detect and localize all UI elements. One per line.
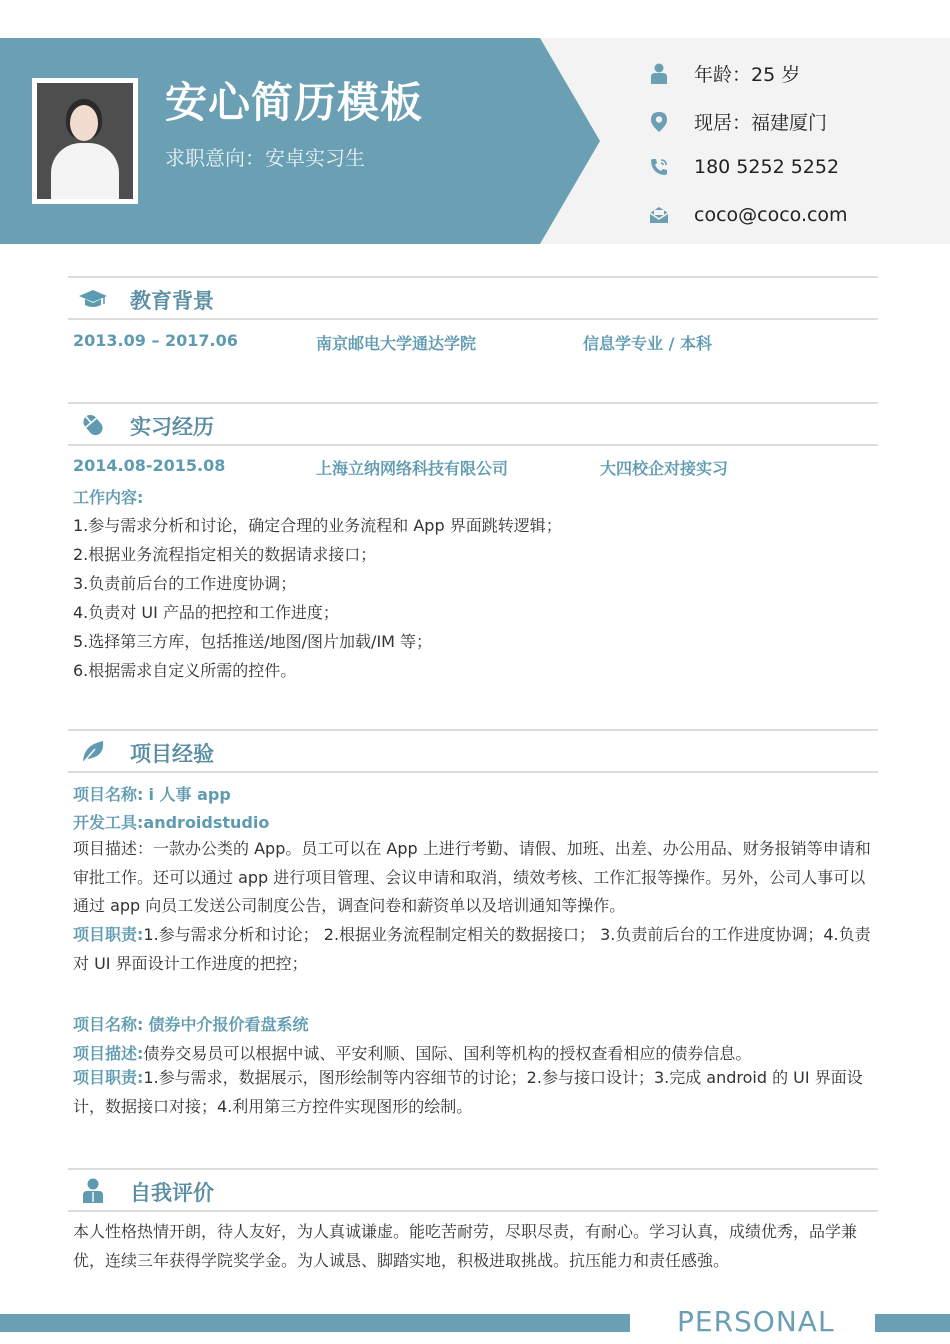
info-location: 现居：福建厦门 — [648, 108, 827, 135]
footer-bar-left — [0, 1314, 630, 1332]
info-email: coco@coco.com — [648, 204, 848, 226]
footer-label: PERSONAL — [677, 1305, 835, 1338]
list-item: 6.根据需求自定义所需的控件。 — [73, 661, 297, 680]
education-period: 2013.09 – 2017.06 — [73, 331, 238, 350]
section-projects-header: 项目经验 — [68, 729, 878, 773]
list-item: 1.参与需求分析和讨论，确定合理的业务流程和 App 界面跳转逻辑； — [73, 516, 562, 535]
list-item: 3.负责前后台的工作进度协调； — [73, 574, 297, 593]
location-icon — [648, 111, 670, 133]
list-item: 2.根据业务流程指定相关的数据请求接口； — [73, 545, 377, 564]
internship-role: 大四校企对接实习 — [600, 459, 729, 478]
education-major: 信息学专业 / 本科 — [583, 334, 712, 353]
mouse-icon — [78, 412, 108, 438]
user-icon — [78, 1178, 108, 1204]
list-item: 5.选择第三方库，包括推送/地图/图片加载/IM 等； — [73, 632, 433, 651]
phone-icon — [648, 156, 670, 178]
mail-icon — [648, 204, 670, 226]
project2-name-row: 项目名称: 债券中介报价看盘系统 — [73, 1015, 309, 1034]
info-age: 年龄：25 岁 — [648, 60, 800, 87]
education-school: 南京邮电大学通达学院 — [316, 334, 477, 353]
footer-bar-right — [875, 1314, 950, 1332]
internship-period: 2014.08-2015.08 — [73, 456, 226, 475]
resume-name: 安心简历模板 — [165, 78, 424, 127]
list-item: 4.负责对 UI 产品的把控和工作进度； — [73, 603, 339, 622]
section-education-header: 教育背景 — [68, 276, 878, 320]
profile-photo — [32, 78, 138, 204]
info-phone: 180 5252 5252 — [648, 156, 839, 178]
project1-description: 项目描述：一款办公类的 App。员工可以在 App 上进行考勤、请假、加班、出差、办公用品、财务报销等申请和审批工作。还可以通过 app 进行项目管理、会议申请和取消，绩效考核、工作汇报等操作。另外，公司人事可以通过 app 向员工发送公司制度公告，调查问卷和薪资单以及培训通知等操作。 — [73, 839, 871, 915]
project2-duty: 项目职责:1.参与需求，数据展示，图形绘制等内容细节的讨论；2.参与接口设计；3.完成 android 的 UI 界面设计，数据接口对接；4.利用第三方控件实现图形的绘制。 — [73, 1068, 863, 1116]
project1-duty: 项目职责:1.参与需求分析和讨论； 2.根据业务流程制定相关的数据接口； 3.负责前后台的工作进度协调；4.负责对 UI 界面设计工作进度的把控； — [73, 925, 871, 973]
project1-tool-row: 开发工具:androidstudio — [73, 813, 270, 832]
job-intent: 求职意向：安卓实习生 — [165, 146, 365, 170]
person-icon — [648, 63, 670, 85]
section-self-header: 自我评价 — [68, 1168, 878, 1212]
internship-company: 上海立纳网络科技有限公司 — [316, 459, 509, 478]
internship-content-label: 工作内容: — [73, 488, 144, 507]
graduation-cap-icon — [78, 286, 108, 312]
self-evaluation-text: 本人性格热情开朗，待人友好，为人真诚谦虚。能吃苦耐劳，尽职尽责，有耐心。学习认真，成绩优秀，品学兼优，连续三年获得学院奖学金。为人诚恳、脚踏实地，积极进取挑战。抗压能力和责任感強。 — [73, 1222, 858, 1270]
project1-name-row: 项目名称: i 人事 app — [73, 785, 231, 804]
project2-desc-row: 项目描述:债券交易员可以根据中诚、平安利顺、国际、国利等机构的授权查看相应的债券信息。 — [73, 1044, 752, 1063]
section-internship-header: 实习经历 — [68, 402, 878, 446]
leaf-icon — [78, 739, 108, 765]
